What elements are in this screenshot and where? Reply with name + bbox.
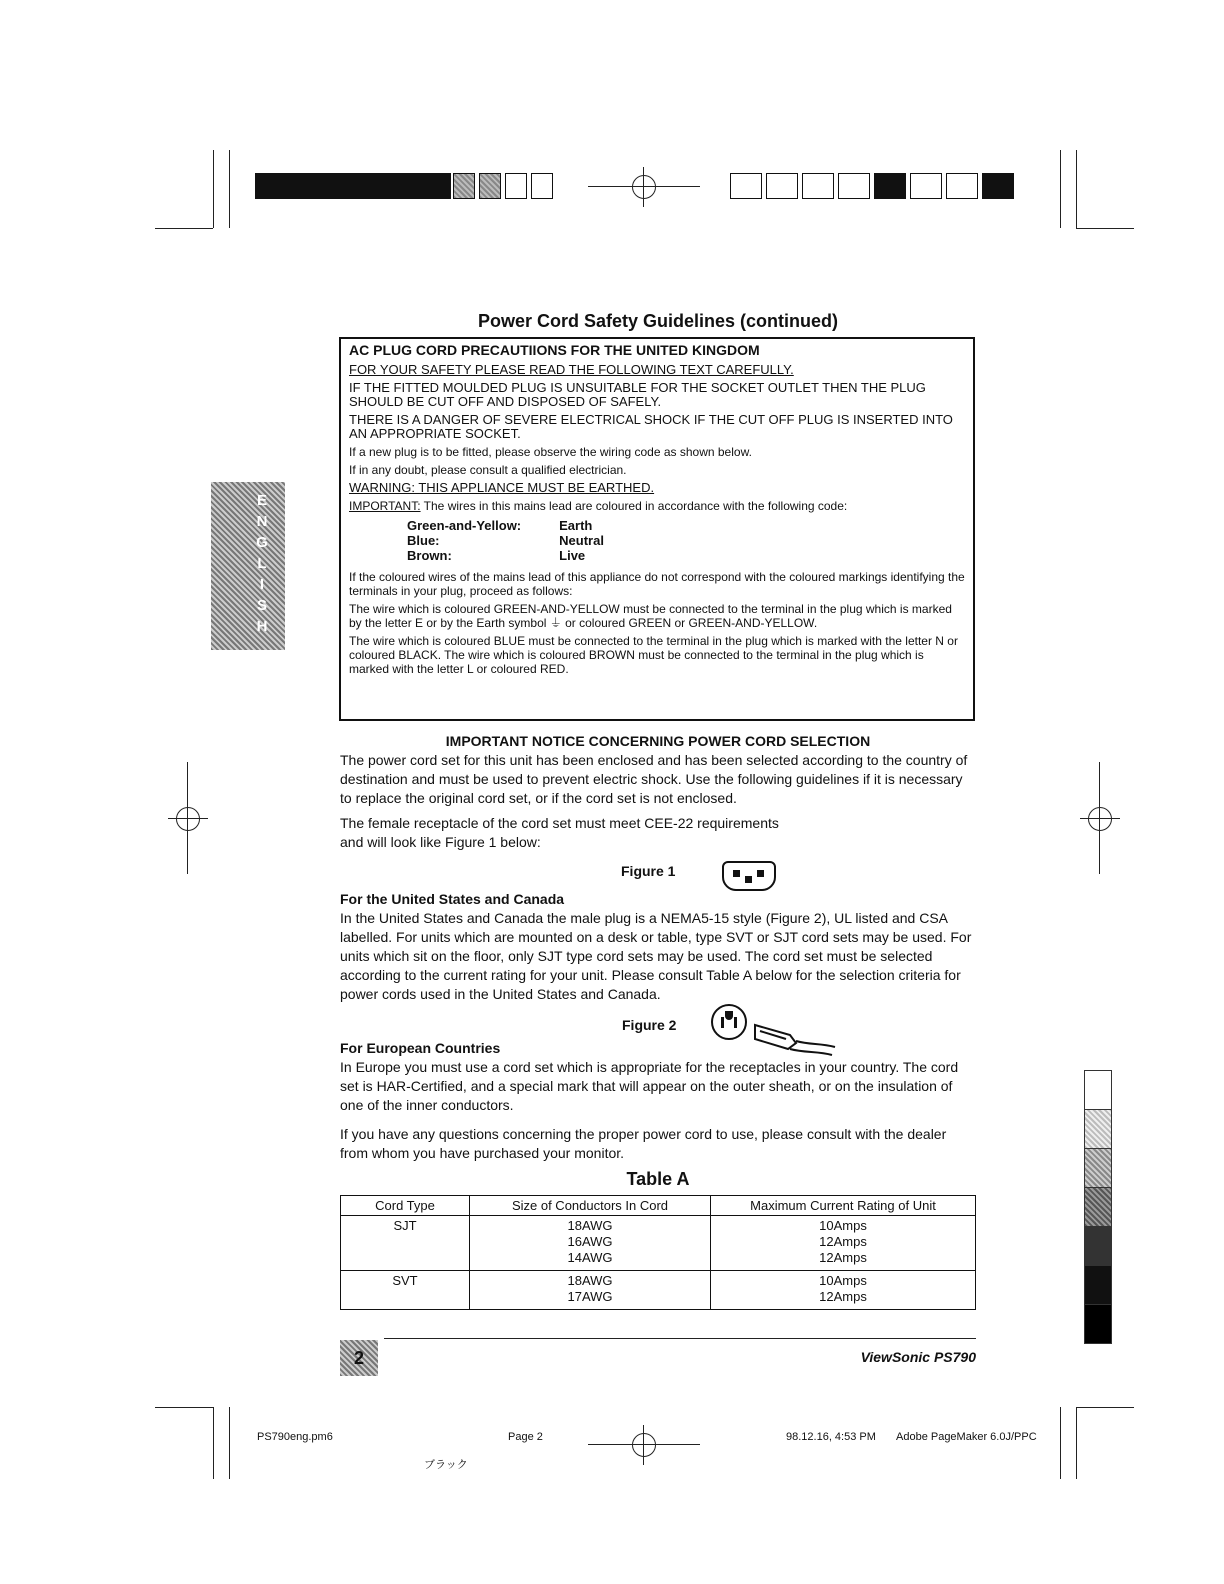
strip-cell: [1084, 1109, 1112, 1148]
language-tab-letters: [251, 490, 273, 637]
registration-line: [1099, 762, 1100, 874]
density-segment: [766, 173, 798, 199]
receptacle-pin: [733, 870, 740, 877]
read-carefully-notice: FOR YOUR SAFETY PLEASE READ THE FOLLOWING TEXT CAREFULLY.: [349, 362, 794, 377]
density-segment: [802, 173, 834, 199]
density-segment: [505, 173, 527, 199]
uk-paragraph: If the coloured wires of the mains lead of this appliance do not correspond with the coloured markings identifying the terminals in your plug, proceed as follows:: [349, 570, 965, 598]
europe-section: [340, 1039, 976, 1169]
density-segment: [730, 173, 762, 199]
density-segment: [838, 173, 870, 199]
uk-paragraph: THERE IS A DANGER OF SEVERE ELECTRICAL SHOCK IF THE CUT OFF PLUG IS INSERTED INTO AN APPROPRIATE SOCKET.: [349, 412, 953, 441]
europe-paragraph: In Europe you must use a cord set which is appropriate for the receptacles in your country. The cord set is HAR-Certified, and a special mark that will appear on the outer sheath, or on the insulation of one of the inner conductors.: [340, 1059, 959, 1113]
crop-mark: [1076, 1407, 1134, 1408]
slug-page: Page 2: [508, 1431, 543, 1443]
conductor-size-cell: [470, 1271, 711, 1310]
density-segment: [531, 173, 553, 199]
brand-footer: ViewSonic PS790: [860, 1349, 976, 1365]
current-rating: 12Amps: [819, 1234, 867, 1249]
notice-paragraph: The female receptacle of the cord set must meet CEE-22 requirements and will look like Figure 1 below:: [340, 815, 779, 850]
wire-meaning: Live: [559, 548, 586, 563]
crop-mark: [213, 150, 214, 228]
receptacle-pin: [745, 876, 752, 883]
us-canada-section: [340, 890, 976, 1010]
uk-paragraph: IF THE FITTED MOULDED PLUG IS UNSUITABLE FOR THE SOCKET OUTLET THEN THE PLUG SHOULD BE CUT OFF AND DISPOSED OF SAFELY.: [349, 380, 926, 409]
language-tab-letter: N: [256, 513, 268, 530]
strip-cell: [1084, 1148, 1112, 1187]
conductor-size-cell: [470, 1216, 711, 1271]
slug-file: PS790eng.pm6: [257, 1431, 333, 1443]
registration-line: [187, 762, 188, 874]
language-tab: [211, 482, 285, 650]
registration-mark-left: [168, 799, 208, 839]
current-rating: 10Amps: [819, 1273, 867, 1288]
wire-meaning: Neutral: [559, 533, 604, 548]
language-tab-letter: H: [256, 618, 268, 635]
important-note: [349, 499, 965, 513]
important-label: IMPORTANT:: [349, 499, 421, 513]
table-row: [341, 1216, 976, 1271]
us-heading: For the United States and Canada: [340, 891, 565, 907]
conductor-size: 17AWG: [567, 1289, 613, 1304]
footer-rule: [384, 1338, 976, 1339]
important-text: The wires in this mains lead are coloured in accordance with the following code:: [420, 499, 848, 513]
language-tab-letter: I: [259, 576, 265, 593]
crop-mark: [1076, 1407, 1077, 1479]
current-rating-cell: [711, 1216, 976, 1271]
slug-app: Adobe PageMaker 6.0J/PPC: [896, 1431, 1037, 1443]
receptacle-icon: [722, 861, 776, 891]
europe-heading: For European Countries: [340, 1040, 501, 1056]
crop-mark: [229, 1407, 230, 1479]
conductor-size: 18AWG: [567, 1218, 613, 1233]
notice-paragraph: The power cord set for this unit has been enclosed and has been selected according to the country of destination and must be used to prevent electric shock. Use the following guidelines if it is necessary to replace the original cord set, or if the cord set is not enclosed.: [340, 752, 968, 806]
wire-color: Brown:: [407, 548, 452, 563]
wire-color: Blue:: [407, 533, 440, 548]
density-segment: [946, 173, 978, 199]
conductor-size: 18AWG: [567, 1273, 613, 1288]
slug-datetime: 98.12.16, 4:53 PM: [786, 1431, 876, 1443]
uk-paragraph: If in any doubt, please consult a qualified electrician.: [349, 463, 627, 477]
column-header: Size of Conductors In Cord: [470, 1196, 711, 1216]
table-header-row: [341, 1196, 976, 1216]
density-segment: [982, 173, 1014, 199]
column-header: Maximum Current Rating of Unit: [711, 1196, 976, 1216]
page-number: 2: [340, 1340, 378, 1376]
power-cord-notice: [340, 732, 976, 858]
gray-scale-strip: [1084, 1070, 1112, 1344]
slug-plate: ブラック: [424, 1459, 468, 1471]
current-rating: 12Amps: [819, 1289, 867, 1304]
cord-type-cell: SVT: [341, 1271, 470, 1310]
table-a-title: Table A: [626, 1169, 690, 1189]
table-row: [341, 1271, 976, 1310]
column-header: Cord Type: [341, 1196, 470, 1216]
conductor-size: 16AWG: [567, 1234, 613, 1249]
us-paragraph: In the United States and Canada the male plug is a NEMA5-15 style (Figure 2), UL listed and CSA labelled. For units which are mounted on a desk or table, type SVT or SJT cord sets may be used. For units which sit on the floor, only SJT type cord sets may be used. The cord set must be selected according to the current rating for your unit. Please consult Table A below for the selection criteria for power cords used in the United States and Canada.: [340, 910, 972, 1002]
uk-paragraph: The wire which is coloured BLUE must be connected to the terminal in the plug which is marked with the letter N or coloured BLACK. The wire which is coloured BROWN must be connected to the terminal in the plug which is marked with the letter L or coloured RED.: [349, 634, 958, 676]
earthed-warning: WARNING: THIS APPLIANCE MUST BE EARTHED.: [349, 480, 655, 495]
page-title: Power Cord Safety Guidelines (continued): [477, 311, 839, 331]
current-rating-cell: [711, 1271, 976, 1310]
figure-2-label: Figure 2: [622, 1017, 677, 1033]
crop-mark: [1076, 150, 1077, 228]
registration-mark-bottom: [624, 1425, 664, 1465]
receptacle-pin: [757, 870, 764, 877]
strip-cell: [1084, 1226, 1112, 1265]
uk-paragraph: The wire which is coloured GREEN-AND-YELLOW must be connected to the terminal in the plug which is marked by the letter E or by the Earth symbol ⏚ or coloured GREEN or GREEN-AND-YELLOW.: [349, 602, 952, 630]
wire-row: [407, 549, 640, 562]
wire-row: [407, 534, 640, 547]
crop-mark: [155, 1407, 213, 1408]
density-bar-segments-left: [453, 173, 557, 199]
density-segment: [479, 173, 501, 199]
registration-line: [588, 1444, 700, 1445]
registration-mark-top: [624, 167, 664, 207]
crop-mark: [1060, 150, 1061, 228]
cord-type-cell: SJT: [341, 1216, 470, 1271]
crop-mark: [229, 150, 230, 228]
language-tab-letter: G: [256, 534, 268, 551]
strip-cell: [1084, 1070, 1112, 1109]
language-tab-letter: E: [256, 492, 267, 509]
density-segment: [910, 173, 942, 199]
registration-line: [588, 186, 700, 187]
notice-heading: IMPORTANT NOTICE CONCERNING POWER CORD SELECTION: [445, 733, 871, 749]
crop-mark: [213, 1407, 214, 1479]
density-segment: [874, 173, 906, 199]
density-bar-left: [255, 173, 451, 199]
wire-row: [407, 519, 640, 532]
wire-color: Green-and-Yellow:: [407, 518, 522, 533]
strip-cell: [1084, 1265, 1112, 1304]
figure-1-label: Figure 1: [621, 863, 676, 879]
uk-heading: AC PLUG CORD PRECAUTIIONS FOR THE UNITED KINGDOM: [349, 342, 760, 358]
uk-paragraph: If a new plug is to be fitted, please observe the wiring code as shown below.: [349, 445, 752, 459]
strip-cell: [1084, 1304, 1112, 1344]
strip-cell: [1084, 1187, 1112, 1226]
wire-meaning: Earth: [559, 518, 593, 533]
registration-mark-right: [1080, 799, 1120, 839]
uk-precautions-box: [339, 337, 975, 721]
questions-paragraph: If you have any questions concerning the proper power cord to use, please consult with the dealer from whom you have purchased your monitor.: [340, 1126, 947, 1161]
crop-mark: [155, 228, 213, 229]
conductor-size: 14AWG: [567, 1250, 613, 1265]
table-a: [340, 1195, 976, 1310]
density-bar-segments-right: [730, 173, 1018, 199]
density-segment: [453, 173, 475, 199]
crop-mark: [1076, 228, 1134, 229]
wire-color-code: [405, 517, 642, 564]
crop-mark: [1060, 1407, 1061, 1479]
current-rating: 10Amps: [819, 1218, 867, 1233]
language-tab-letter: L: [257, 555, 267, 572]
current-rating: 12Amps: [819, 1250, 867, 1265]
language-tab-letter: S: [256, 597, 267, 614]
